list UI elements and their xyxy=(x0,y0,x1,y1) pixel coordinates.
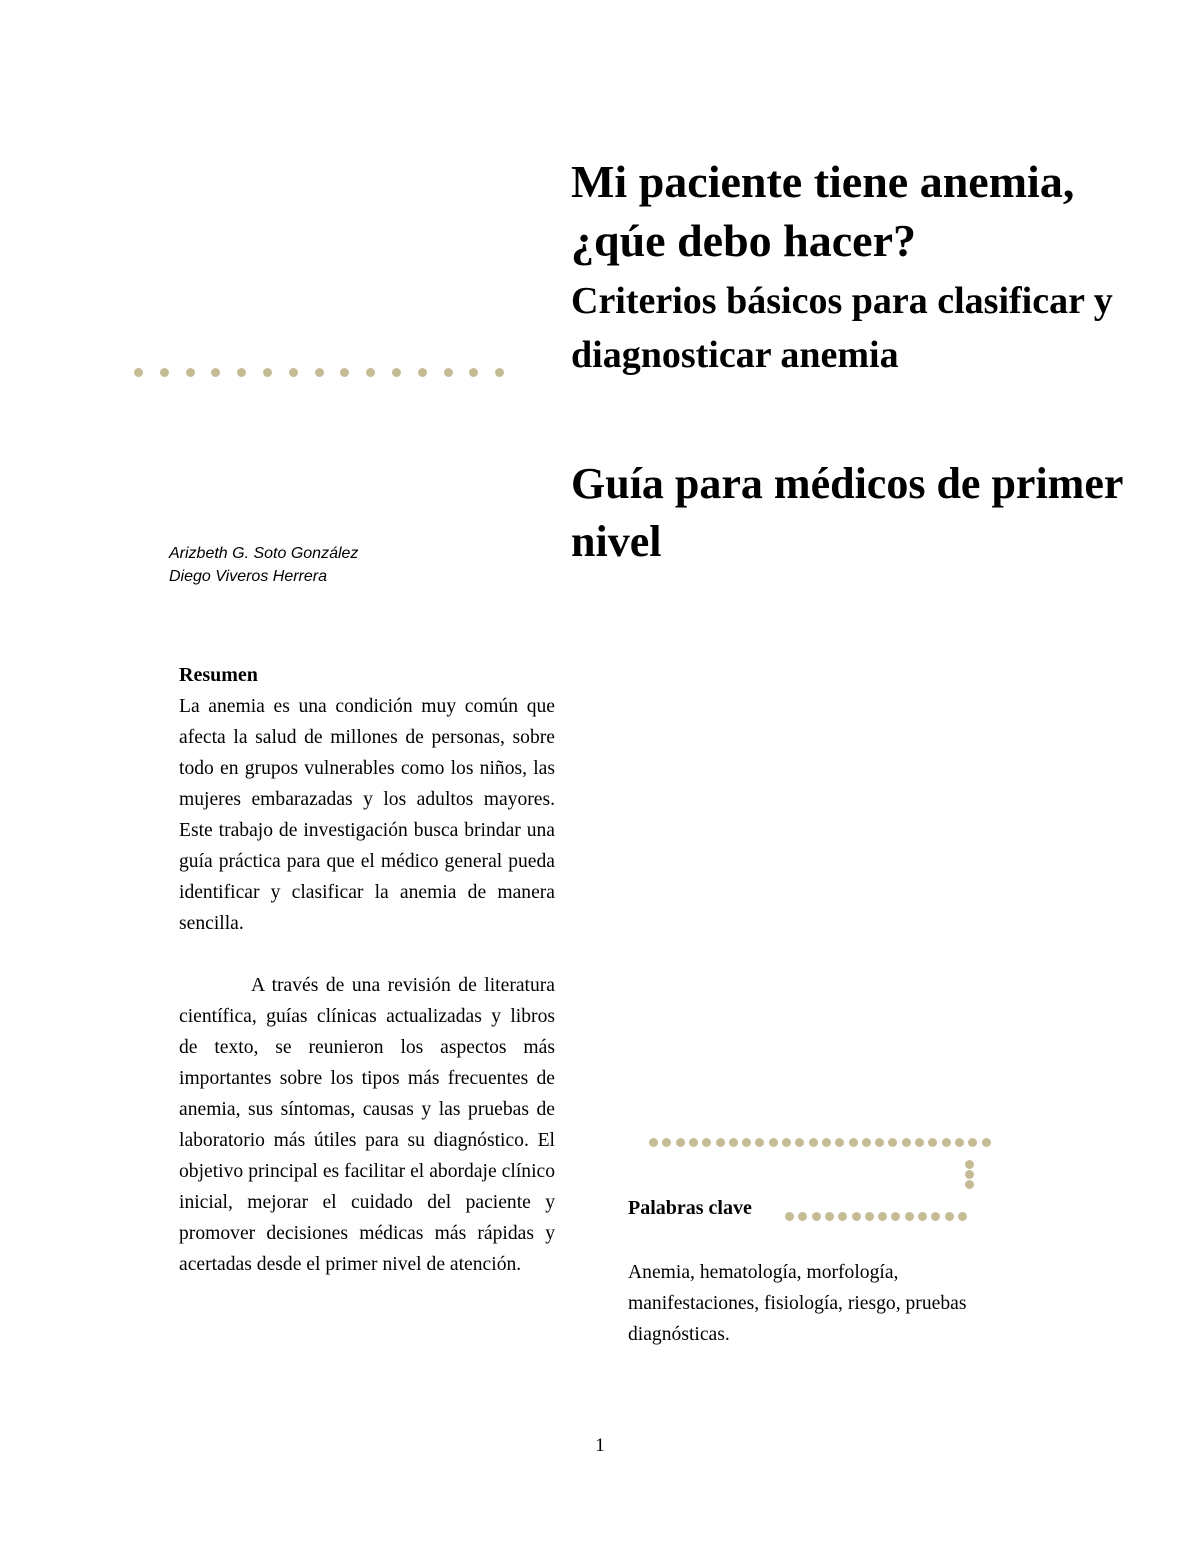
document-subtitle: Criterios básicos para clasificar y diagnosticar anemia xyxy=(571,280,1113,376)
decorative-dot xyxy=(958,1212,967,1221)
page-number: 1 xyxy=(595,1435,605,1456)
decorative-dot xyxy=(366,368,375,377)
decorative-dot xyxy=(849,1138,858,1147)
abstract-heading: Resumen xyxy=(179,664,258,686)
decorative-dot xyxy=(865,1212,874,1221)
decorative-dot xyxy=(982,1138,991,1147)
decorative-dot xyxy=(134,368,143,377)
decorative-dot xyxy=(875,1138,884,1147)
decorative-dot xyxy=(928,1138,937,1147)
decorative-dot xyxy=(942,1138,951,1147)
decorative-dot xyxy=(955,1138,964,1147)
decorative-dot xyxy=(965,1160,974,1169)
decorative-dot xyxy=(931,1212,940,1221)
decorative-dot xyxy=(160,368,169,377)
decorative-dot xyxy=(211,368,220,377)
decorative-dot xyxy=(822,1138,831,1147)
decorative-dot xyxy=(702,1138,711,1147)
decorative-dot xyxy=(340,368,349,377)
abstract-paragraph: La anemia es una condición muy común que afecta la salud de millones de personas, sobre todo en grupos vulnerables como los niños, las mujeres embarazadas y los adultos mayores. Este trabajo de investigación busca brindar una guía práctica para que el médico general pueda identificar y clasificar la anemia de manera sencilla. xyxy=(179,696,555,934)
decorative-dot xyxy=(888,1138,897,1147)
abstract-paragraph: A través de una revisión de literatura científica, guías clínicas actualizadas y libros de texto, se reunieron los aspectos más importantes sobre los tipos más frecuentes de anemia, sus síntomas, causas y las pruebas de laboratorio más útiles para su diagnóstico. El objetivo principal es facilitar el abordaje clínico inicial, mejorar el cuidado del paciente y promover decisiones médicas más rápidas y acertadas desde el primer nivel de atención. xyxy=(179,975,555,1275)
decorative-dot xyxy=(809,1138,818,1147)
decorative-dot xyxy=(965,1180,974,1189)
decorative-dot xyxy=(905,1212,914,1221)
decorative-dot xyxy=(662,1138,671,1147)
decorative-dot xyxy=(444,368,453,377)
decorative-dot xyxy=(769,1138,778,1147)
decorative-dot xyxy=(862,1138,871,1147)
authors xyxy=(169,542,489,588)
decorative-dot xyxy=(649,1138,658,1147)
decorative-dot xyxy=(795,1138,804,1147)
decorative-dot xyxy=(392,368,401,377)
decorative-dot xyxy=(495,368,504,377)
decorative-dot xyxy=(945,1212,954,1221)
decorative-dot xyxy=(891,1212,900,1221)
decorative-dot xyxy=(469,368,478,377)
keywords-text: Anemia, hematología, morfología, manifestaciones, fisiología, riesgo, pruebas diagnósticas. xyxy=(628,1262,967,1345)
document-title: Mi paciente tiene anemia, ¿qúe debo hacer? xyxy=(571,156,1075,266)
decorative-dot xyxy=(716,1138,725,1147)
decorative-dot xyxy=(838,1212,847,1221)
decorative-dot xyxy=(742,1138,751,1147)
decorative-dot xyxy=(418,368,427,377)
decorative-dot xyxy=(902,1138,911,1147)
decorative-dot xyxy=(852,1212,861,1221)
decorative-dot xyxy=(918,1212,927,1221)
decorative-dot xyxy=(315,368,324,377)
decorative-dot xyxy=(263,368,272,377)
decorative-dot xyxy=(835,1138,844,1147)
keywords-heading: Palabras clave xyxy=(628,1197,752,1219)
decorative-dot xyxy=(755,1138,764,1147)
decorative-dot xyxy=(915,1138,924,1147)
author-name: Arizbeth G. Soto González xyxy=(169,545,359,562)
abstract xyxy=(179,660,555,1280)
decorative-dot xyxy=(186,368,195,377)
decorative-dot xyxy=(812,1212,821,1221)
decorative-dot xyxy=(729,1138,738,1147)
decorative-dot xyxy=(878,1212,887,1221)
decorative-dot xyxy=(825,1212,834,1221)
decorative-dot xyxy=(676,1138,685,1147)
decorative-dot xyxy=(237,368,246,377)
decorative-dot xyxy=(782,1138,791,1147)
decorative-dot xyxy=(968,1138,977,1147)
decorative-dot xyxy=(289,368,298,377)
document-subtitle-guide: Guía para médicos de primer nivel xyxy=(571,459,1123,566)
decorative-dot xyxy=(785,1212,794,1221)
author-name: Diego Viveros Herrera xyxy=(169,568,327,585)
decorative-dot xyxy=(689,1138,698,1147)
decorative-dot xyxy=(798,1212,807,1221)
decorative-dot xyxy=(965,1170,974,1179)
